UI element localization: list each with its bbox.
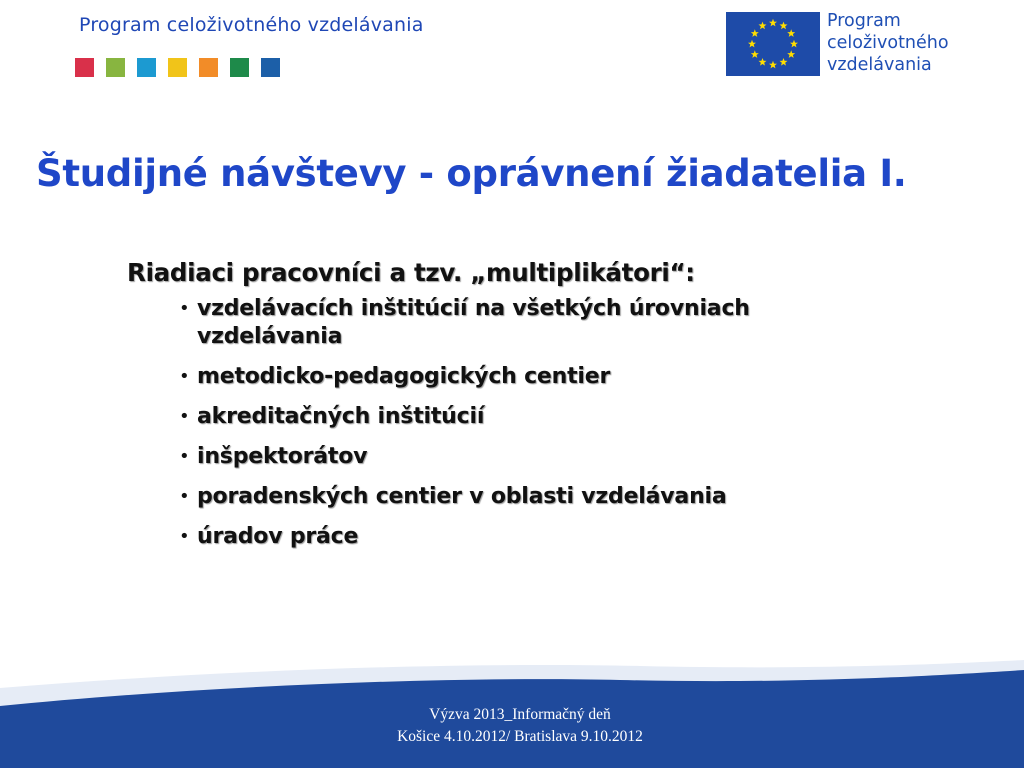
list-item xyxy=(179,363,887,391)
list-item-text: akreditačných inštitúcií xyxy=(197,404,485,429)
eu-logo-line-2: celoživotného xyxy=(827,33,949,53)
footer-line-1: Výzva 2013_Informačný deň xyxy=(429,706,611,723)
list-item xyxy=(179,403,887,431)
eu-star-icon xyxy=(780,58,788,66)
eu-star-icon xyxy=(751,50,759,58)
eu-star-icon xyxy=(780,22,788,30)
list-item xyxy=(179,295,887,351)
list-item xyxy=(179,523,887,551)
list-item-text: vzdelávacích inštitúcií na všetkých úrovniach vzdelávania xyxy=(197,296,750,349)
slide-content xyxy=(127,258,887,563)
bullet-icon: • xyxy=(179,446,190,467)
color-square-green xyxy=(106,58,125,77)
eu-star-icon xyxy=(751,29,759,37)
lead-text: Riadiaci pracovníci a tzv. „multiplikátori“: xyxy=(127,258,695,287)
eu-flag-icon xyxy=(726,12,820,76)
program-title: Program celoživotného vzdelávania xyxy=(79,14,424,36)
eu-logo-line-3: vzdelávania xyxy=(827,55,932,75)
bullet-icon: • xyxy=(179,298,190,319)
footer-line-2: Košice 4.10.2012/ Bratislava 9.10.2012 xyxy=(397,728,643,745)
color-square-orange xyxy=(199,58,218,77)
slide-title: Študijné návštevy - oprávnení žiadatelia I. xyxy=(36,152,907,195)
eu-star-icon xyxy=(748,40,756,48)
list-item xyxy=(179,483,887,511)
list-item-text: poradenských centier v oblasti vzdelávania xyxy=(197,484,727,509)
color-square-blue xyxy=(261,58,280,77)
bullet-icon: • xyxy=(179,526,190,547)
color-squares xyxy=(75,58,280,77)
color-square-cyan xyxy=(137,58,156,77)
bullet-list xyxy=(127,295,887,551)
list-item xyxy=(179,443,887,471)
eu-star-icon xyxy=(759,22,767,30)
footer-text xyxy=(0,704,1024,748)
eu-star-icon xyxy=(759,58,767,66)
eu-star-icon xyxy=(769,61,777,69)
list-item-text: metodicko-pedagogických centier xyxy=(197,364,611,389)
color-square-red xyxy=(75,58,94,77)
bullet-icon: • xyxy=(179,486,190,507)
eu-star-icon xyxy=(787,29,795,37)
bullet-icon: • xyxy=(179,366,190,387)
eu-logo-line-1: Program xyxy=(827,11,901,31)
eu-star-icon xyxy=(787,50,795,58)
eu-star-icon xyxy=(790,40,798,48)
bullet-icon: • xyxy=(179,406,190,427)
eu-logo-text xyxy=(827,10,949,76)
eu-logo xyxy=(726,10,966,78)
eu-star-icon xyxy=(769,19,777,27)
color-square-darkgreen xyxy=(230,58,249,77)
color-square-yellow xyxy=(168,58,187,77)
list-item-text: úradov práce xyxy=(197,524,359,549)
list-item-text: inšpektorátov xyxy=(197,444,368,469)
